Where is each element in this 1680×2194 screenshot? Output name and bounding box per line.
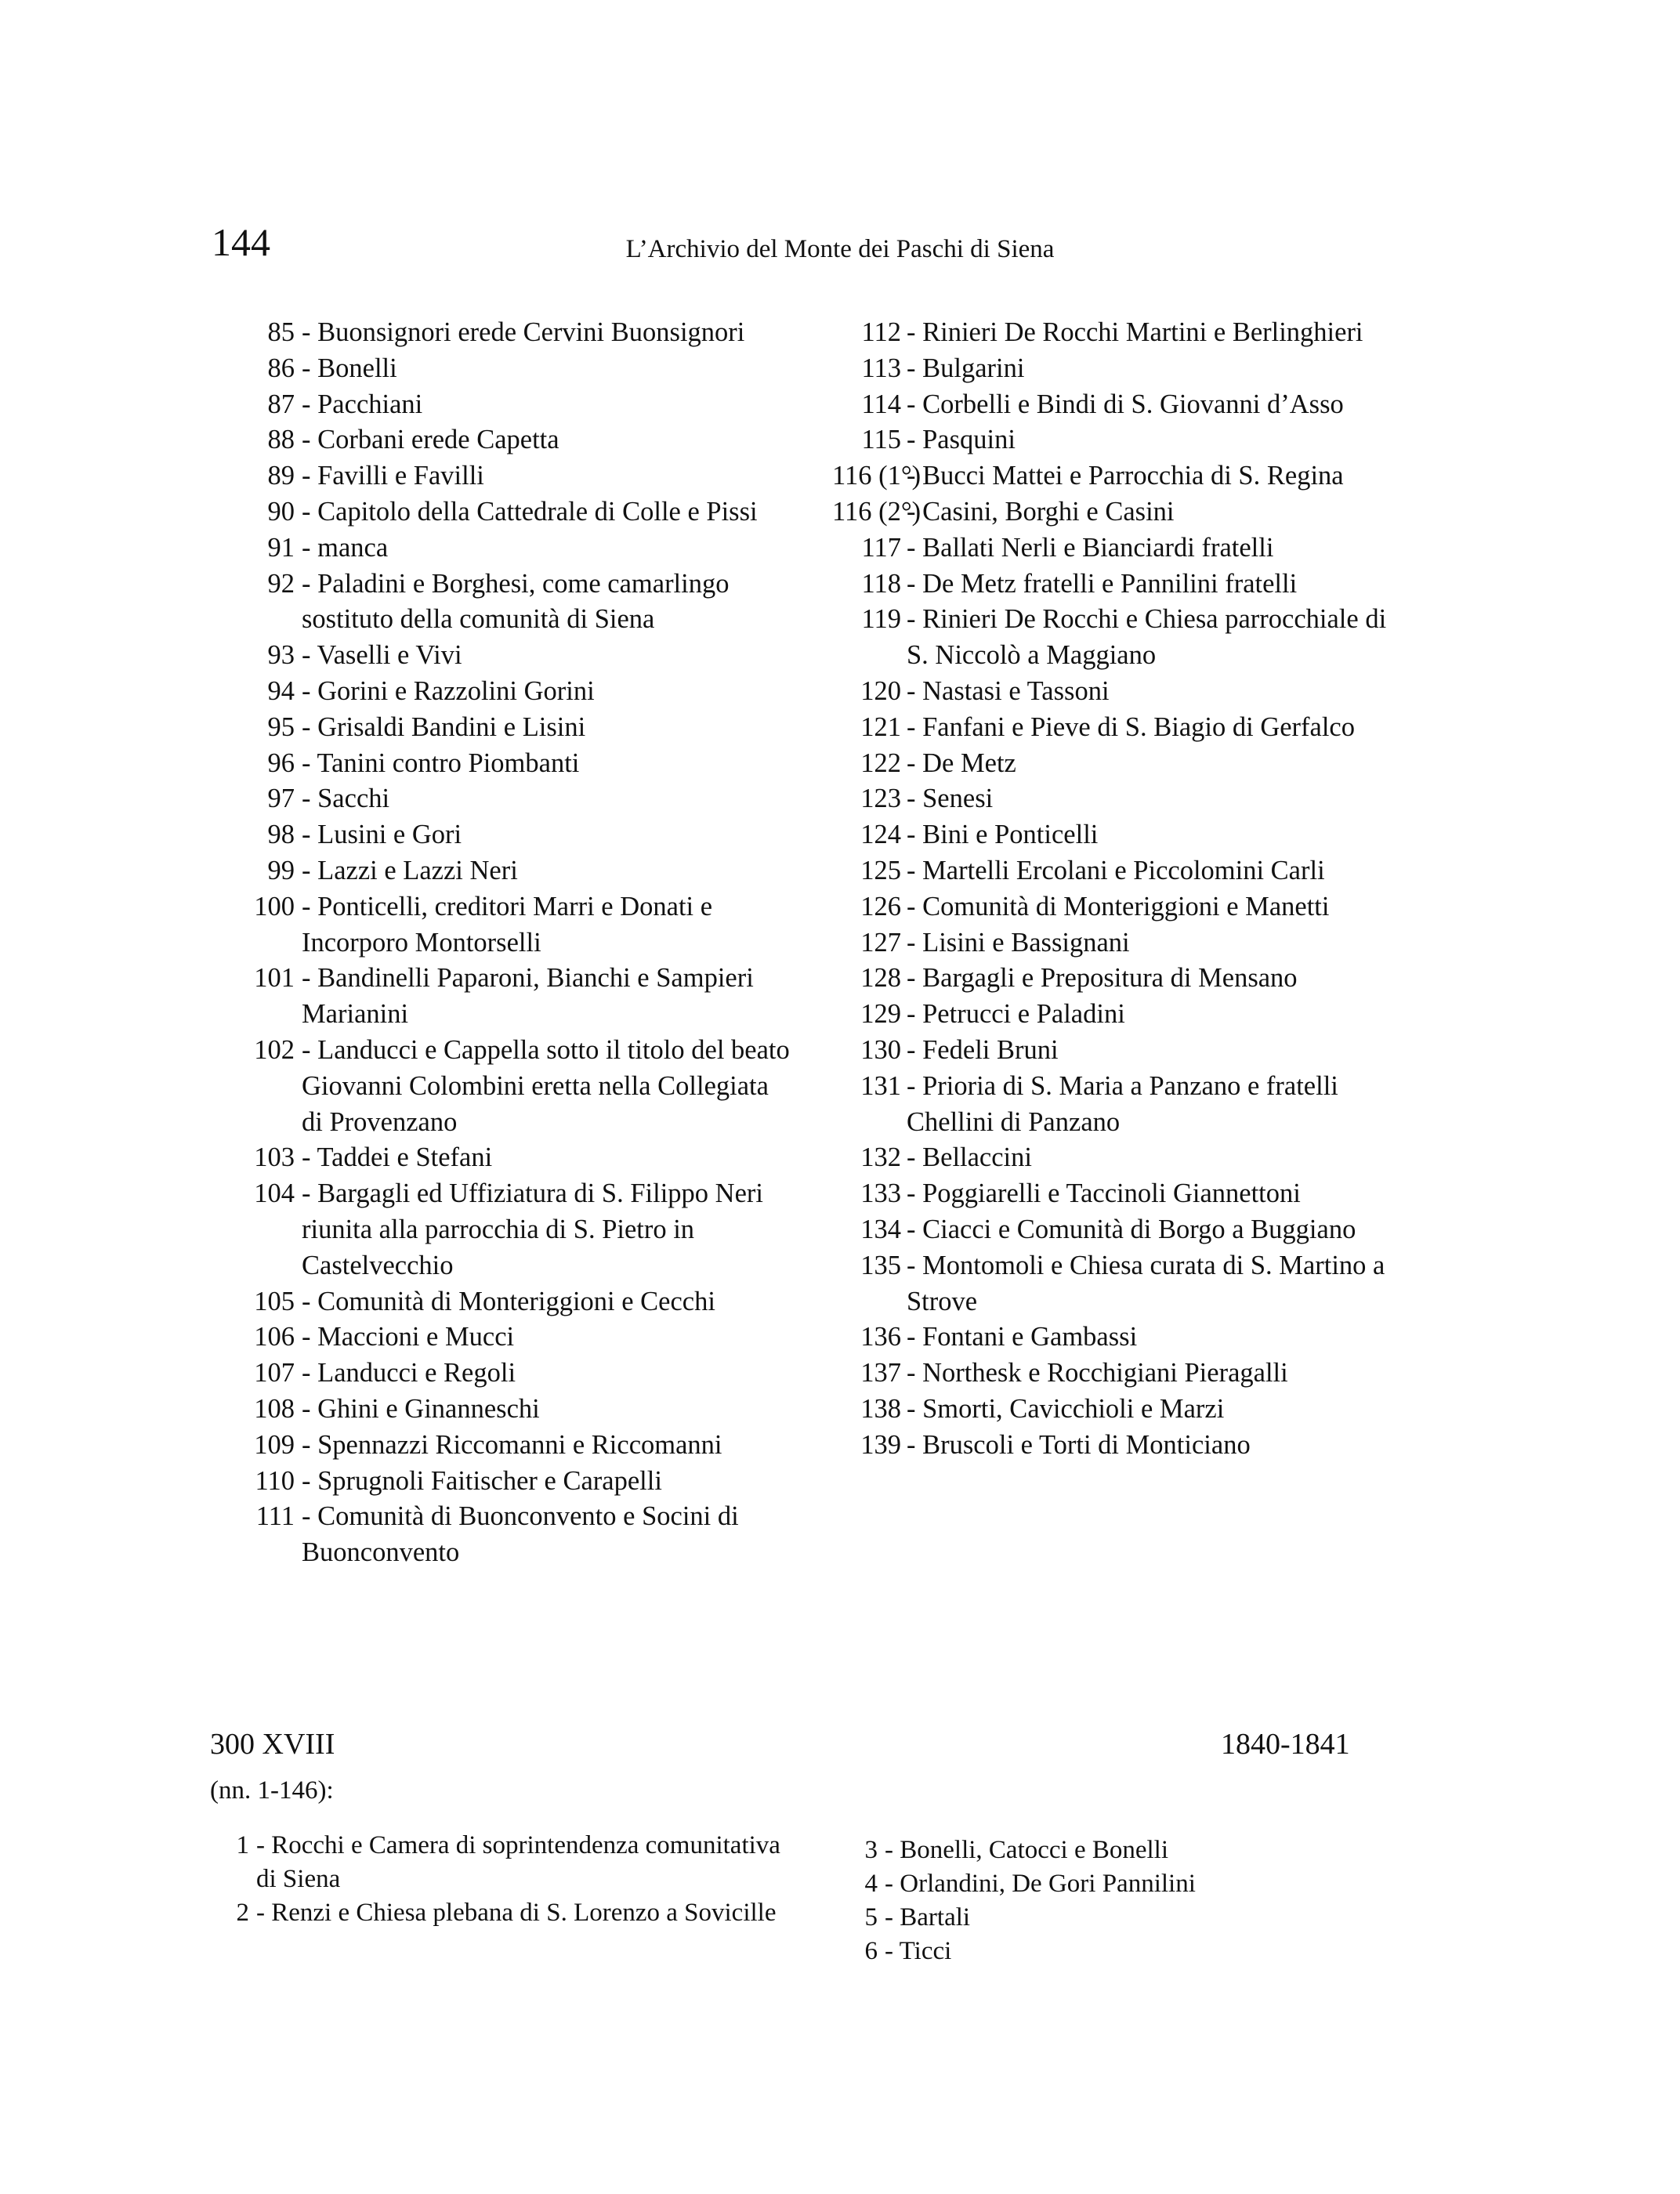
entry-number: 98: [267, 820, 295, 850]
series-entry-list-right: [831, 1834, 1395, 1968]
entry-text: - Grisaldi Bandini e Lisini: [295, 710, 585, 746]
list-item: [226, 387, 790, 423]
entry-list-right: [832, 315, 1396, 1464]
entry-number: 6: [864, 1937, 878, 1965]
list-item: [226, 781, 790, 817]
list-item: [226, 1033, 790, 1140]
entry-text: - Ballati Nerli e Bianciardi fratelli: [901, 530, 1273, 567]
entry-number: 132: [860, 1142, 901, 1173]
entry-number: 113: [861, 353, 901, 383]
list-item: [832, 746, 1396, 782]
entry-text: - Fanfani e Pieve di S. Biagio di Gerfalco: [901, 710, 1355, 746]
entry-text: - Fontani e Gambassi: [901, 1320, 1137, 1356]
list-item: [832, 997, 1396, 1033]
entry-text: - Bartali: [878, 1901, 970, 1935]
entry-number: 96: [267, 748, 295, 778]
entry-number: 88: [267, 425, 295, 455]
entry-number: 109: [254, 1429, 295, 1460]
entry-text: - Comunità di Monteriggioni e Cecchi: [295, 1284, 715, 1320]
list-item: [832, 925, 1396, 961]
list-item: [832, 602, 1396, 674]
entry-number: 126: [860, 891, 901, 921]
entry-text: - Maccioni e Mucci: [295, 1320, 514, 1356]
entry-text: - Ghini e Ginanneschi: [295, 1392, 540, 1428]
entry-number: 124: [860, 820, 901, 850]
entry-number: 105: [254, 1286, 295, 1316]
entry-text: - Lazzi e Lazzi Neri: [295, 853, 518, 889]
entry-text: - Bargagli e Prepositura di Mensano: [901, 961, 1298, 997]
entry-number: 2: [236, 1899, 249, 1927]
entry-number: 94: [267, 675, 295, 706]
entry-number: 117: [861, 532, 901, 563]
list-item: [226, 422, 790, 458]
entry-number: 139: [860, 1429, 901, 1460]
list-item: [226, 1176, 790, 1283]
list-item: [832, 710, 1396, 746]
list-item: [226, 1320, 790, 1356]
list-item: [226, 638, 790, 674]
entry-number: 137: [860, 1358, 901, 1388]
entry-number: 138: [860, 1393, 901, 1424]
list-item: [832, 315, 1396, 351]
list-item: [226, 351, 790, 387]
entry-text: - Poggiarelli e Taccinoli Giannettoni: [901, 1176, 1301, 1212]
list-item: [226, 746, 790, 782]
entry-text: - Lusini e Gori: [295, 817, 462, 853]
entry-text: - Bonelli: [295, 351, 397, 387]
entry-text: - Paladini e Borghesi, come camarlingo sostituto della comunità di Siena: [295, 567, 790, 639]
entry-number: 111: [255, 1501, 295, 1532]
entry-text: - Tanini contro Piombanti: [295, 746, 579, 782]
entry-list-left: [226, 315, 790, 1571]
entry-text: - Orlandini, De Gori Pannilini: [878, 1867, 1196, 1901]
list-item: [226, 853, 790, 889]
list-item: [832, 494, 1396, 530]
entry-number: 112: [861, 317, 901, 347]
entry-text: - Landucci e Regoli: [295, 1356, 516, 1392]
list-item: [226, 817, 790, 853]
entry-text: - Bulgarini: [901, 351, 1024, 387]
entry-text: - Casini, Borghi e Casini: [901, 494, 1175, 530]
entry-text: - Bellaccini: [901, 1140, 1032, 1176]
list-item: [226, 567, 790, 639]
list-item: [832, 387, 1396, 423]
entry-text: - Northesk e Rocchigiani Pieragalli: [901, 1356, 1288, 1392]
entry-number: 122: [860, 748, 901, 778]
entry-text: - Ciacci e Comunità di Borgo a Buggiano: [901, 1212, 1356, 1248]
entry-number: 128: [860, 963, 901, 994]
entry-number: 102: [254, 1034, 295, 1065]
entry-text: - Corbani erede Capetta: [295, 422, 559, 458]
list-item: [210, 1896, 790, 1930]
list-item: [831, 1867, 1395, 1901]
entry-text: - Rinieri De Rocchi Martini e Berlinghieri: [901, 315, 1363, 351]
list-item: [832, 422, 1396, 458]
entry-number: 103: [254, 1142, 295, 1173]
list-item: [226, 1284, 790, 1320]
entry-number: 115: [861, 425, 901, 455]
list-item: [226, 494, 790, 530]
list-item: [226, 530, 790, 567]
entry-text: - Renzi e Chiesa plebana di S. Lorenzo a Sovicille: [249, 1896, 776, 1930]
entry-number: 101: [254, 963, 295, 994]
entry-text: - Capitolo della Cattedrale di Colle e Pissi: [295, 494, 758, 530]
entry-text: - Landucci e Cappella sotto il titolo del beato Giovanni Colombini eretta nella Collegiata di Provenzano: [295, 1033, 790, 1140]
list-item: [832, 1212, 1396, 1248]
list-item: [226, 674, 790, 710]
entry-text: - Senesi: [901, 781, 993, 817]
entry-number: 3: [864, 1836, 878, 1864]
entry-number: 130: [860, 1034, 901, 1065]
entry-text: - Rocchi e Camera di soprintendenza comunitativa di Siena: [249, 1829, 790, 1896]
list-item: [831, 1935, 1395, 1968]
list-item: [226, 961, 790, 1033]
entry-number: 116 (2°): [832, 496, 921, 527]
list-item: [226, 1499, 790, 1571]
entry-text: - Bruscoli e Torti di Monticiano: [901, 1428, 1251, 1464]
entry-number: 119: [861, 604, 901, 635]
entry-text: - Montomoli e Chiesa curata di S. Martino a Strove: [901, 1248, 1396, 1320]
list-item: [832, 1320, 1396, 1356]
series-entry-list-left: [210, 1829, 790, 1930]
entry-number: 129: [860, 999, 901, 1030]
entry-text: - Comunità di Buonconvento e Socini di Buonconvento: [295, 1499, 790, 1571]
list-item: [832, 567, 1396, 603]
entry-text: - Bargagli ed Uffiziatura di S. Filippo Neri riunita alla parrocchia di S. Pietro in Castelvecchio: [295, 1176, 790, 1283]
list-item: [832, 1176, 1396, 1212]
entry-number: 136: [860, 1322, 901, 1352]
entry-number: 99: [267, 855, 295, 885]
entry-number: 106: [254, 1322, 295, 1352]
entry-number: 118: [861, 568, 901, 599]
list-item: [832, 889, 1396, 925]
entry-number: 104: [254, 1178, 295, 1209]
entry-text: - Ponticelli, creditori Marri e Donati e Incorporo Montorselli: [295, 889, 790, 961]
entry-text: - Smorti, Cavicchioli e Marzi: [901, 1392, 1224, 1428]
list-item: [831, 1901, 1395, 1935]
list-item: [832, 458, 1396, 494]
entry-number: 121: [860, 711, 901, 742]
list-item: [832, 1392, 1396, 1428]
entry-number: 5: [864, 1903, 878, 1932]
entry-text: - De Metz: [901, 746, 1016, 782]
entry-number: 89: [267, 461, 295, 491]
entry-text: - Gorini e Razzolini Gorini: [295, 674, 595, 710]
entry-text: - Bonelli, Catocci e Bonelli: [878, 1834, 1168, 1867]
entry-number: 125: [860, 855, 901, 885]
list-item: [832, 781, 1396, 817]
entry-number: 1: [236, 1831, 249, 1859]
entry-number: 100: [254, 891, 295, 921]
list-item: [832, 1356, 1396, 1392]
entry-number: 135: [860, 1250, 901, 1280]
list-item: [832, 1248, 1396, 1320]
entry-text: - Martelli Ercolani e Piccolomini Carli: [901, 853, 1325, 889]
entry-text: - Lisini e Bassignani: [901, 925, 1130, 961]
entry-text: - Nastasi e Tassoni: [901, 674, 1110, 710]
entry-text: - Buonsignori erede Cervini Buonsignori: [295, 315, 744, 351]
list-item: [832, 1140, 1396, 1176]
list-item: [210, 1829, 790, 1896]
list-item: [832, 817, 1396, 853]
list-item: [226, 1140, 790, 1176]
list-item: [832, 351, 1396, 387]
entry-text: - Bandinelli Paparoni, Bianchi e Sampieri Marianini: [295, 961, 790, 1033]
list-item: [226, 1392, 790, 1428]
entry-number: 93: [267, 640, 295, 671]
list-item: [226, 1356, 790, 1392]
entry-text: - Vaselli e Vivi: [295, 638, 462, 674]
entry-number: 131: [860, 1070, 901, 1101]
entry-number: 134: [860, 1214, 901, 1244]
entry-text: - Fedeli Bruni: [901, 1033, 1059, 1069]
entry-text: - Prioria di S. Maria a Panzano e fratelli Chellini di Panzano: [901, 1069, 1396, 1141]
list-item: [832, 1069, 1396, 1141]
entry-text: - De Metz fratelli e Pannilini fratelli: [901, 567, 1297, 603]
entry-text: - Bini e Ponticelli: [901, 817, 1098, 853]
list-item: [831, 1834, 1395, 1867]
list-item: [832, 961, 1396, 997]
entry-number: 116 (1°): [832, 461, 921, 491]
entry-number: 87: [267, 389, 295, 419]
entry-text: - Corbelli e Bindi di S. Giovanni d’Asso: [901, 387, 1344, 423]
entry-number: 133: [860, 1178, 901, 1209]
entry-number: 114: [861, 389, 901, 419]
entry-text: - Taddei e Stefani: [295, 1140, 492, 1176]
entry-number: 4: [864, 1870, 878, 1898]
entry-number: 108: [254, 1393, 295, 1424]
entry-number: 90: [267, 496, 295, 527]
entry-number: 92: [267, 568, 295, 599]
entry-number: 123: [860, 784, 901, 814]
list-item: [226, 889, 790, 961]
entry-text: - Pasquini: [901, 422, 1016, 458]
entry-text: - Ticci: [878, 1935, 951, 1968]
entry-text: - Sprugnoli Faitischer e Carapelli: [295, 1464, 662, 1500]
series-number: 300 XVIII: [210, 1728, 335, 1761]
list-item: [226, 710, 790, 746]
list-item: [832, 1033, 1396, 1069]
list-item: [832, 853, 1396, 889]
entry-number: 95: [267, 711, 295, 742]
entry-text: - Pacchiani: [295, 387, 422, 423]
entry-text: - Bucci Mattei e Parrocchia di S. Regina: [901, 458, 1344, 494]
list-item: [226, 1428, 790, 1464]
entry-text: - Favilli e Favilli: [295, 458, 484, 494]
list-item: [832, 674, 1396, 710]
entry-text: - Rinieri De Rocchi e Chiesa parrocchiale di S. Niccolò a Maggiano: [901, 602, 1396, 674]
entry-number: 120: [860, 675, 901, 706]
running-title: L’Archivio del Monte dei Paschi di Siena: [625, 235, 1055, 263]
list-item: [226, 458, 790, 494]
entry-number: 127: [860, 927, 901, 958]
entry-number: 85: [267, 317, 295, 347]
series-range: (nn. 1-146):: [210, 1776, 334, 1805]
series-dates: 1840-1841: [1221, 1728, 1350, 1761]
entry-number: 110: [255, 1465, 295, 1496]
entry-number: 97: [267, 784, 295, 814]
entry-text: - Spennazzi Riccomanni e Riccomanni: [295, 1428, 722, 1464]
entry-text: - Petrucci e Paladini: [901, 997, 1125, 1033]
entry-text: - Sacchi: [295, 781, 389, 817]
list-item: [226, 1464, 790, 1500]
entry-text: - manca: [295, 530, 388, 567]
entry-number: 86: [267, 353, 295, 383]
page-number: 144: [212, 220, 270, 264]
entry-number: 107: [254, 1358, 295, 1388]
list-item: [832, 530, 1396, 567]
list-item: [832, 1428, 1396, 1464]
entry-text: - Comunità di Monteriggioni e Manetti: [901, 889, 1329, 925]
list-item: [226, 315, 790, 351]
entry-number: 91: [267, 532, 295, 563]
